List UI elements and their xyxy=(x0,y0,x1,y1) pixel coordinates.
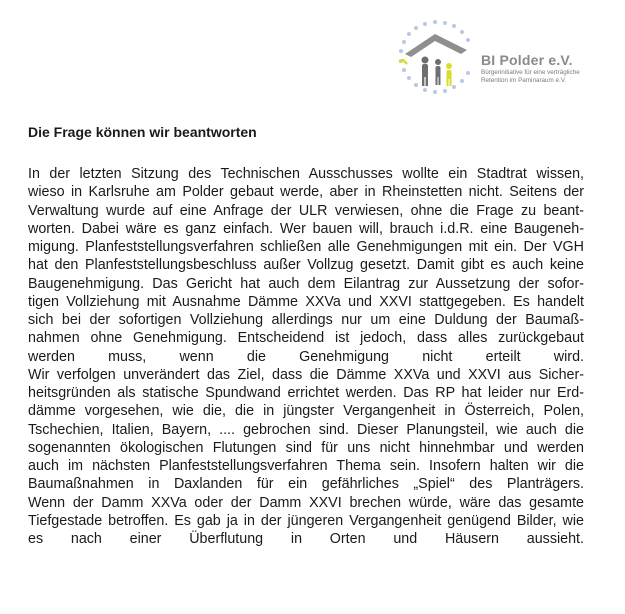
text-line: Tschechien, Italien, Bayern, .... gebrochen sind. Dieser Planungsteil, wie auch die xyxy=(28,421,584,438)
text-line: auch im nächsten Planfeststellungsverfahren Thema sein. Insofern halten wir die xyxy=(28,458,584,474)
logo xyxy=(395,16,610,98)
article-body xyxy=(28,165,584,548)
text-line: nahmen ohne Genehmigung. Entscheidend ist jedoch, dass alles zurückgebaut xyxy=(28,330,584,347)
logo-subtitle-line2: Retention im Paminaraum e.V. xyxy=(481,76,567,84)
text-line: sogenannten ökologischen Flutungen sind für uns nicht hinnehmbar und werden xyxy=(28,439,584,456)
text-line: hat den Planfeststellungsbeschluss außer Vollzug gesetzt. Damit gibt es auch keine xyxy=(28,257,584,274)
text-line: Baumaßnahmen in Daxlanden für ein gefährliches „Spiel“ des Planträgers. xyxy=(28,476,584,493)
text-line: Wir verfolgen unverändert das Ziel, dass die Dämme XXVa und XXVI aus Sicher- xyxy=(28,366,584,383)
text-line: Wenn der Damm XXVa oder der Damm XXVI brechen würde, wäre das gesamte xyxy=(28,494,584,511)
paragraph-2 xyxy=(28,366,584,494)
text-line: Baugenehmigung. Das Gericht hat auch dem Eilantrag zur Aussetzung der sofor- xyxy=(28,275,584,292)
text-line: es nach einer Überflutung in Orten und Häusern aussieht. xyxy=(28,531,584,547)
text-line: worten. Dabei wäre es ganz einfach. Wer bauen will, brauch i.d.R. eine Baugeneh- xyxy=(28,220,584,237)
text-line: tigen Vollziehung mit Ausnahme Dämme XXVa und XXVI stattgegeben. Es handelt xyxy=(28,293,584,310)
logo-emblem-icon xyxy=(395,16,485,98)
logo-subtitle xyxy=(481,69,580,84)
text-line: sich bei der sofortigen Vollziehung allerdings nur um eine Duldung der Baumaß- xyxy=(28,312,584,328)
text-line: dämme vorgesehen, wie die, die in jüngster Vergangenheit in Österreich, Polen, xyxy=(28,403,584,420)
logo-name: BI Polder e.V. xyxy=(481,52,573,68)
text-line: migung. Planfeststellungsverfahren schließen alle Genehmigungen mit ein. Der VGH xyxy=(28,239,584,255)
text-line: In der letzten Sitzung des Technischen Ausschusses wollte ein Stadtrat wissen, xyxy=(28,166,584,182)
text-line: heitsgründen als statische Spundwand errichtet werden. Das RP hat leider nur Erd- xyxy=(28,385,584,401)
text-line: Tiefgestade betroffen. Es gab ja in der jüngeren Vergangenheit genügend Bilder, wie xyxy=(28,512,584,529)
text-line: Verwaltung wurde auf eine Anfrage der ULR verwiesen, ohne die Frage zu beant- xyxy=(28,202,584,219)
paragraph-3 xyxy=(28,494,584,549)
article-heading: Die Frage können wir beantworten xyxy=(28,124,257,140)
text-line: wieso in Karlsruhe am Polder gebaut werde, aber in Rheinstetten nicht. Seitens der xyxy=(28,184,584,201)
logo-subtitle-line1: Bürgerinitiative für eine verträgliche xyxy=(481,69,580,76)
text-line: werden muss, wenn die Genehmigung nicht erteilt wird. xyxy=(28,348,584,365)
paragraph-1 xyxy=(28,165,584,366)
